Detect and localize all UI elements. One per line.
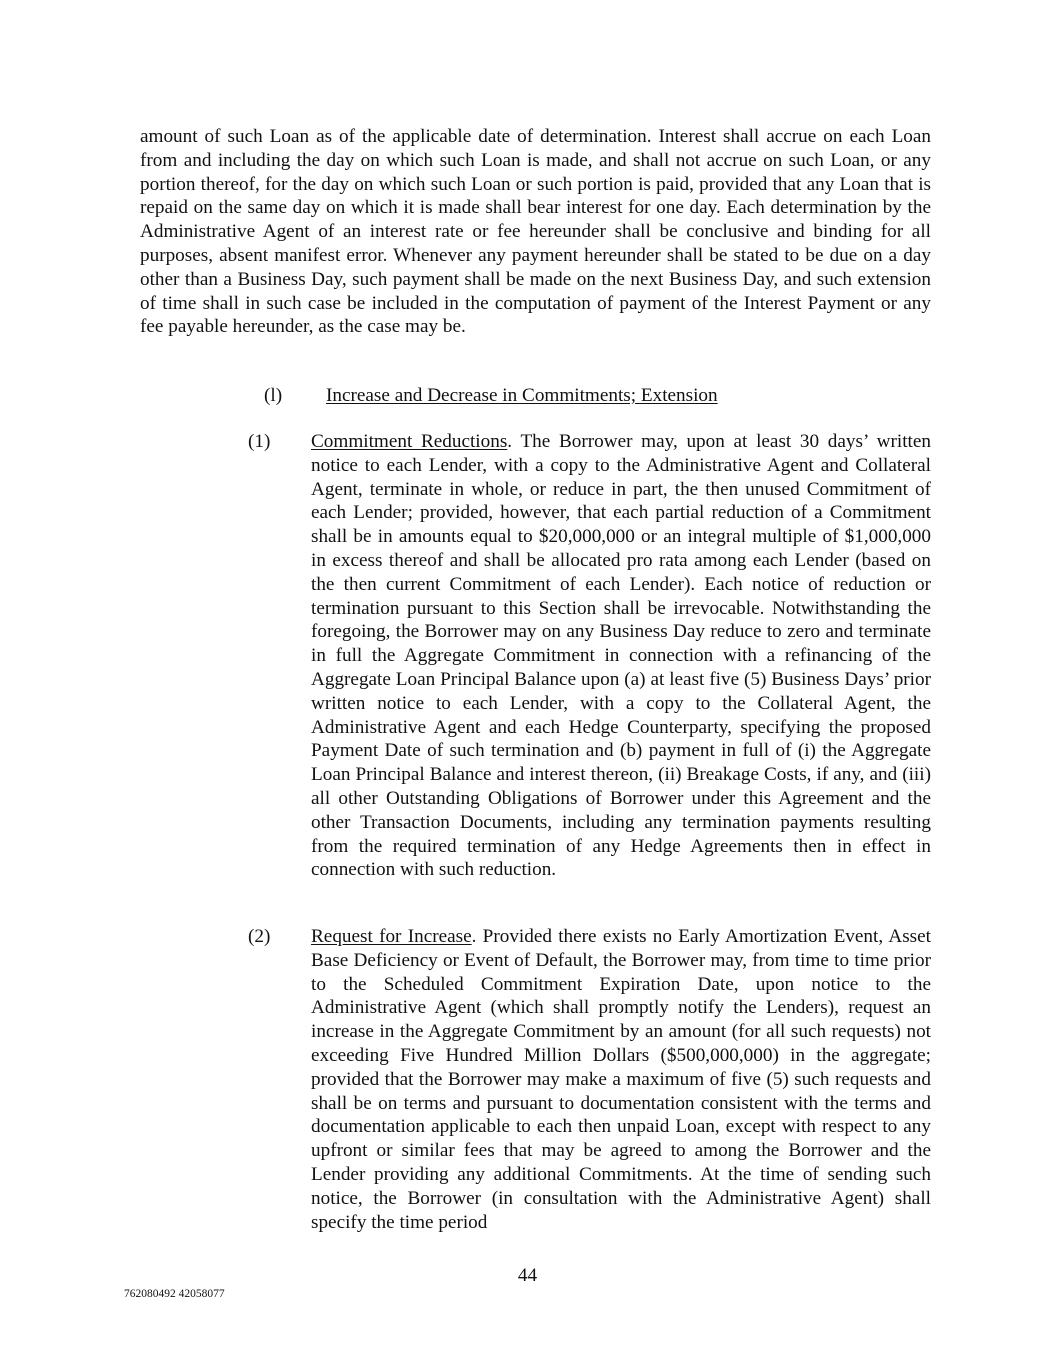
section-label: (l): [264, 385, 283, 406]
item-number-2: (2): [248, 926, 271, 947]
item-text-2: . Provided there exists no Early Amortization Event, Asset Base Deficiency or Event of Default, the Borrower may, from time to time prior to the Scheduled Commitment Expiration Date, upon notice to the Administrative Agent (which shall promptly notify the Lenders), request an increase in the Aggregate Commitment by an amount (for all such requests) not exceeding Five Hundred Million Dollars ($500,000,000) in the aggregate; provided that the Borrower may make a maximum of five (5) such requests and shall be on terms and pursuant to documentation consistent with the terms and documentation applicable to each then unpaid Loan, except with respect to any upfront or similar fees that may be agreed to among the Borrower and the Lender providing any additional Commitments. At the time of sending such notice, the Borrower (in consultation with the Administrative Agent) shall specify the time period: [311, 926, 931, 1233]
item-text-1: . The Borrower may, upon at least 30 days’ written notice to each Lender, with a copy to the Administrative Agent and Collateral Agent, terminate in whole, or reduce in part, the then unused Commitment of each Lender; provided, however, that each partial reduction of a Commitment shall be in amounts equal to $20,000,000 or an integral multiple of $1,000,000 in excess thereof and shall be allocated pro rata among each Lender (based on the then current Commitment of each Lender). Each notice of reduction or termination pursuant to this Section shall be irrevocable. Notwithstanding the foregoing, the Borrower may on any Business Day reduce to zero and terminate in full the Aggregate Commitment in connection with a refinancing of the Aggregate Loan Principal Balance upon (a) at least five (5) Business Days’ prior written notice to each Lender, with a copy to the Collateral Agent, the Administrative Agent and each Hedge Counterparty, specifying the proposed Payment Date of such termination and (b) payment in full of (i) the Aggregate Loan Principal Balance and interest thereon, (ii) Breakage Costs, if any, and (iii) all other Outstanding Obligations of Borrower under this Agreement and the other Transaction Documents, including any termination payments resulting from the required termination of any Hedge Agreements then in effect in connection with such reduction.: [311, 431, 931, 881]
item-caption-2: Request for Increase: [311, 926, 472, 947]
intro-paragraph: amount of such Loan as of the applicable date of determination. Interest shall accrue on each Loan from and including the day on which such Loan is made, and shall not accrue on such Loan, or any portion thereof, for the day on which such Loan or such portion is paid, provided that any Loan that is repaid on the same day on which it is made shall bear interest for one day. Each determination by the Administrative Agent of an interest rate or fee hereunder shall be conclusive and binding for all purposes, absent manifest error. Whenever any payment hereunder shall be stated to be due on a day other than a Business Day, such payment shall be made on the next Business Day, and such extension of time shall in such case be included in the computation of payment of the Interest Payment or any fee payable hereunder, as the case may be.: [140, 126, 931, 338]
item-number-1: (1): [248, 431, 271, 452]
item-commitment-reductions: [311, 430, 931, 882]
item-request-for-increase: [311, 925, 931, 1234]
document-id: 762080492 42058077: [124, 1288, 225, 1300]
page-number: 44: [517, 1265, 538, 1286]
section-title: Increase and Decrease in Commitments; Extension: [326, 385, 718, 406]
item-caption-1: Commitment Reductions: [311, 431, 508, 452]
